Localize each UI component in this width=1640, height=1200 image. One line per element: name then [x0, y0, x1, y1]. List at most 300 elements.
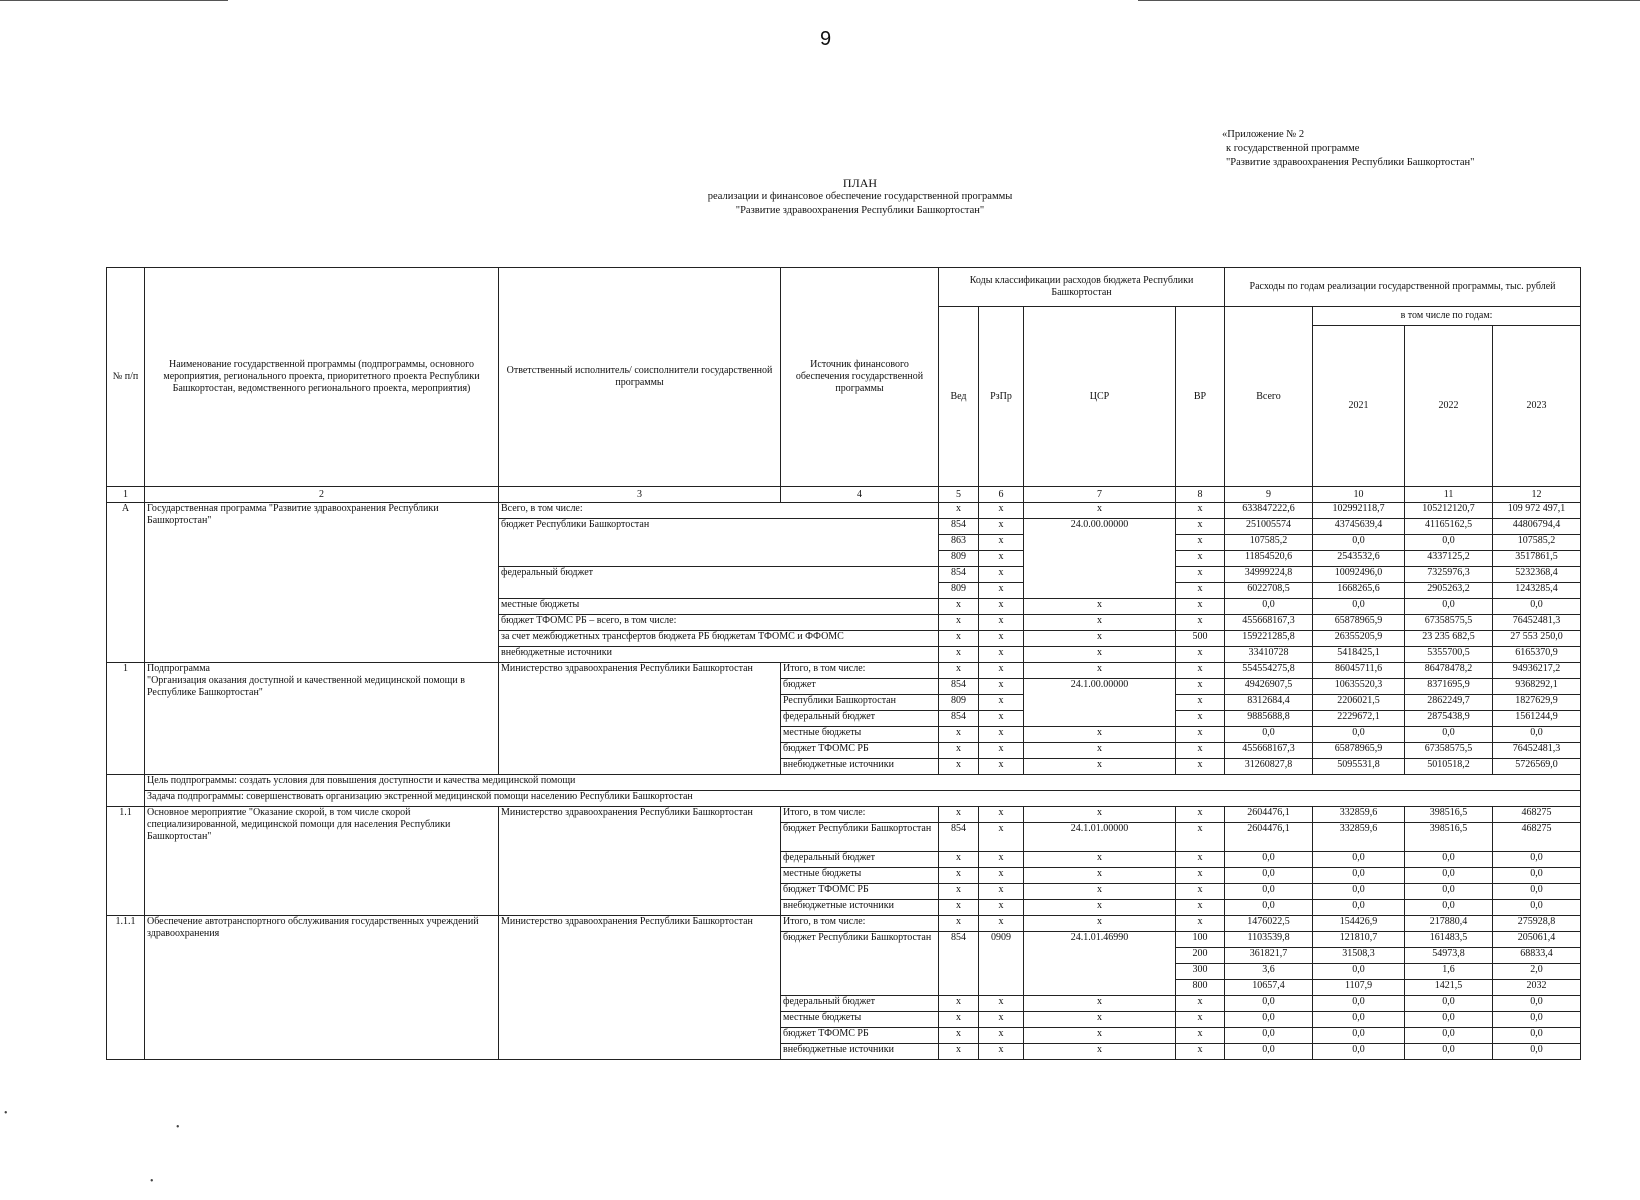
amount-2022: 1,6	[1405, 964, 1493, 980]
row-source: внебюджетные источники	[781, 900, 939, 916]
header-vr: ВР	[1176, 307, 1225, 487]
code-ved: х	[939, 615, 979, 631]
amount-2023: 27 553 250,0	[1493, 631, 1581, 647]
code-rzpr: х	[979, 1028, 1024, 1044]
row-source: местные бюджеты	[781, 1012, 939, 1028]
code-csr: х	[1024, 996, 1176, 1012]
code-rzpr: х	[979, 519, 1024, 535]
code-vr: х	[1176, 743, 1225, 759]
row-source: бюджет ТФОМС РБ – всего, в том числе:	[499, 615, 939, 631]
amount-total: 31260827,8	[1225, 759, 1313, 775]
row-num: А	[107, 503, 145, 663]
code-ved: х	[939, 884, 979, 900]
code-ved: х	[939, 759, 979, 775]
amount-2021: 86045711,6	[1313, 663, 1405, 679]
row-source: внебюджетные источники	[781, 759, 939, 775]
code-rzpr: х	[979, 807, 1024, 823]
row-source: федеральный бюджет	[499, 567, 939, 599]
code-csr: х	[1024, 743, 1176, 759]
code-ved: 809	[939, 551, 979, 567]
row-source: федеральный бюджет	[781, 852, 939, 868]
code-csr: 24.1.01.00000	[1024, 823, 1176, 852]
code-vr: х	[1176, 759, 1225, 775]
amount-2023: 9368292,1	[1493, 679, 1581, 695]
amount-2021: 1107,9	[1313, 980, 1405, 996]
code-csr: 24.0.00.00000	[1024, 519, 1176, 599]
code-vr: х	[1176, 567, 1225, 583]
code-rzpr: х	[979, 852, 1024, 868]
code-csr: х	[1024, 503, 1176, 519]
row-num: 1	[107, 663, 145, 775]
amount-total: 159221285,8	[1225, 631, 1313, 647]
column-number: 10	[1313, 487, 1405, 503]
code-ved: х	[939, 727, 979, 743]
code-ved: х	[939, 599, 979, 615]
goal-row	[107, 775, 1581, 791]
amount-2022: 0,0	[1405, 868, 1493, 884]
header-2022: 2022	[1405, 326, 1493, 487]
column-number: 6	[979, 487, 1024, 503]
appendix-note	[1222, 128, 1474, 170]
amount-2022: 0,0	[1405, 900, 1493, 916]
code-csr: х	[1024, 900, 1176, 916]
header-num: № п/п	[107, 268, 145, 487]
code-rzpr: х	[979, 631, 1024, 647]
code-ved: 854	[939, 679, 979, 695]
code-vr: х	[1176, 996, 1225, 1012]
code-vr: х	[1176, 916, 1225, 932]
code-csr: х	[1024, 663, 1176, 679]
code-rzpr: 0909	[979, 932, 1024, 996]
code-csr: х	[1024, 1028, 1176, 1044]
amount-2021: 43745639,4	[1313, 519, 1405, 535]
column-number: 12	[1493, 487, 1581, 503]
goal-row-text: Цель подпрограммы: создать условия для повышения доступности и качества медицинской помощи	[145, 775, 1581, 791]
row-source: бюджет Республики Башкортостан	[781, 932, 939, 996]
code-ved: 854	[939, 711, 979, 727]
amount-2021: 1668265,6	[1313, 583, 1405, 599]
code-vr: х	[1176, 599, 1225, 615]
amount-2021: 0,0	[1313, 868, 1405, 884]
row-name: Обеспечение автотранспортного обслуживания государственных учреждений здравоохранения	[145, 916, 499, 1060]
code-ved: х	[939, 503, 979, 519]
code-vr: х	[1176, 807, 1225, 823]
code-vr: х	[1176, 1044, 1225, 1060]
code-rzpr: х	[979, 695, 1024, 711]
amount-2022: 0,0	[1405, 1028, 1493, 1044]
code-ved: х	[939, 663, 979, 679]
row-source: Итого, в том числе:	[781, 663, 939, 679]
amount-2022: 7325976,3	[1405, 567, 1493, 583]
amount-2021: 65878965,9	[1313, 615, 1405, 631]
amount-2022: 67358575,5	[1405, 743, 1493, 759]
header-2023: 2023	[1493, 326, 1581, 487]
code-vr: х	[1176, 647, 1225, 663]
row-source: местные бюджеты	[499, 599, 939, 615]
column-number: 5	[939, 487, 979, 503]
column-number: 2	[145, 487, 499, 503]
amount-2022: 0,0	[1405, 996, 1493, 1012]
row-source: Итого, в том числе:	[781, 916, 939, 932]
amount-2022: 105212120,7	[1405, 503, 1493, 519]
amount-2022: 5010518,2	[1405, 759, 1493, 775]
code-csr: х	[1024, 807, 1176, 823]
code-rzpr: х	[979, 996, 1024, 1012]
amount-2022: 0,0	[1405, 535, 1493, 551]
amount-2021: 0,0	[1313, 1044, 1405, 1060]
amount-2023: 68833,4	[1493, 948, 1581, 964]
amount-2021: 121810,7	[1313, 932, 1405, 948]
row-source: Республики Башкортостан	[781, 695, 939, 711]
amount-2023: 205061,4	[1493, 932, 1581, 948]
code-vr: х	[1176, 519, 1225, 535]
code-rzpr: х	[979, 567, 1024, 583]
row-executor: Министерство здравоохранения Республики Башкортостан	[499, 916, 781, 1060]
amount-2023: 0,0	[1493, 1028, 1581, 1044]
row-num: 1.1	[107, 807, 145, 916]
code-csr: х	[1024, 916, 1176, 932]
amount-2022: 5355700,5	[1405, 647, 1493, 663]
row-num	[107, 775, 145, 791]
amount-total: 2604476,1	[1225, 823, 1313, 852]
amount-total: 0,0	[1225, 727, 1313, 743]
column-number: 4	[781, 487, 939, 503]
code-ved: х	[939, 1044, 979, 1060]
amount-2021: 154426,9	[1313, 916, 1405, 932]
table-row	[107, 807, 1581, 823]
amount-total: 10657,4	[1225, 980, 1313, 996]
amount-2021: 0,0	[1313, 996, 1405, 1012]
amount-2022: 23 235 682,5	[1405, 631, 1493, 647]
row-source: местные бюджеты	[781, 868, 939, 884]
page-number: 9	[820, 28, 832, 50]
amount-2021: 2543532,6	[1313, 551, 1405, 567]
subprogram-title: "Организация оказания доступной и качественной медицинской помощи в Республике Башкортостан"	[147, 675, 465, 698]
code-rzpr: х	[979, 679, 1024, 695]
table-row	[107, 663, 1581, 679]
code-rzpr: х	[979, 884, 1024, 900]
amount-2023: 0,0	[1493, 852, 1581, 868]
top-rule-left	[0, 0, 228, 1]
row-source: федеральный бюджет	[781, 996, 939, 1012]
amount-total: 11854520,6	[1225, 551, 1313, 567]
code-ved: х	[939, 900, 979, 916]
scan-dot: •	[176, 1122, 180, 1133]
amount-2021: 65878965,9	[1313, 743, 1405, 759]
code-vr: 300	[1176, 964, 1225, 980]
amount-2023: 0,0	[1493, 996, 1581, 1012]
code-csr: х	[1024, 1044, 1176, 1060]
code-rzpr: х	[979, 551, 1024, 567]
code-rzpr: х	[979, 1012, 1024, 1028]
code-vr: х	[1176, 503, 1225, 519]
row-name: Государственная программа "Развитие здравоохранения Республики Башкортостан"	[145, 503, 499, 663]
code-csr: х	[1024, 647, 1176, 663]
code-vr: х	[1176, 535, 1225, 551]
header-row-1	[107, 268, 1581, 307]
code-rzpr: х	[979, 711, 1024, 727]
row-name	[145, 663, 499, 775]
row-num: 1.1.1	[107, 916, 145, 1060]
row-source: местные бюджеты	[781, 727, 939, 743]
amount-total: 1103539,8	[1225, 932, 1313, 948]
amount-2021: 332859,6	[1313, 823, 1405, 852]
code-csr: х	[1024, 884, 1176, 900]
amount-2022: 4337125,2	[1405, 551, 1493, 567]
amount-2023: 3517861,5	[1493, 551, 1581, 567]
row-source: Всего, в том числе:	[499, 503, 939, 519]
task-row-text: Задача подпрограммы: совершенствовать организацию экстренной медицинской помощи населению Республики Башкортостан	[145, 791, 1581, 807]
code-rzpr: х	[979, 759, 1024, 775]
row-source: бюджет ТФОМС РБ	[781, 743, 939, 759]
amount-2021: 5418425,1	[1313, 647, 1405, 663]
amount-2022: 54973,8	[1405, 948, 1493, 964]
amount-2022: 0,0	[1405, 599, 1493, 615]
amount-2023: 6165370,9	[1493, 647, 1581, 663]
amount-2021: 2206021,5	[1313, 695, 1405, 711]
plan-table	[106, 267, 1581, 1060]
row-source: бюджет ТФОМС РБ	[781, 884, 939, 900]
amount-2023: 1827629,9	[1493, 695, 1581, 711]
row-source: бюджет Республики Башкортостан	[781, 823, 939, 852]
header-source: Источник финансового обеспечения государственной программы	[781, 268, 939, 487]
code-csr: 24.1.01.46990	[1024, 932, 1176, 996]
code-vr: 500	[1176, 631, 1225, 647]
amount-2022: 217880,4	[1405, 916, 1493, 932]
amount-2023: 0,0	[1493, 727, 1581, 743]
code-rzpr: х	[979, 535, 1024, 551]
code-csr: х	[1024, 727, 1176, 743]
code-ved: 854	[939, 519, 979, 535]
table-row	[107, 916, 1581, 932]
row-source: за счет межбюджетных трансфертов бюджета РБ бюджетам ТФОМС и ФФОМС	[499, 631, 939, 647]
amount-total: 8312684,4	[1225, 695, 1313, 711]
amount-2023: 468275	[1493, 807, 1581, 823]
header-codes: Коды классификации расходов бюджета Республики Башкортостан	[939, 268, 1225, 307]
amount-2022: 1421,5	[1405, 980, 1493, 996]
amount-2021: 102992118,7	[1313, 503, 1405, 519]
code-csr: 24.1.00.00000	[1024, 679, 1176, 727]
header-total: Всего	[1225, 307, 1313, 487]
amount-total: 0,0	[1225, 599, 1313, 615]
amount-2021: 10635520,3	[1313, 679, 1405, 695]
column-number: 9	[1225, 487, 1313, 503]
amount-total: 2604476,1	[1225, 807, 1313, 823]
row-executor: Министерство здравоохранения Республики Башкортостан	[499, 663, 781, 775]
amount-2023: 76452481,3	[1493, 743, 1581, 759]
appendix-line-3: "Развитие здравоохранения Республики Башкортостан"	[1226, 157, 1475, 168]
amount-total: 0,0	[1225, 900, 1313, 916]
amount-2022: 161483,5	[1405, 932, 1493, 948]
code-rzpr: х	[979, 900, 1024, 916]
amount-2022: 86478478,2	[1405, 663, 1493, 679]
code-vr: х	[1176, 663, 1225, 679]
code-csr: х	[1024, 1012, 1176, 1028]
amount-2023: 275928,8	[1493, 916, 1581, 932]
code-vr: х	[1176, 900, 1225, 916]
amount-total: 49426907,5	[1225, 679, 1313, 695]
amount-total: 633847222,6	[1225, 503, 1313, 519]
amount-2021: 0,0	[1313, 1012, 1405, 1028]
code-csr: х	[1024, 615, 1176, 631]
amount-2023: 1561244,9	[1493, 711, 1581, 727]
code-ved: х	[939, 647, 979, 663]
row-source: Итого, в том числе:	[781, 807, 939, 823]
amount-total: 34999224,8	[1225, 567, 1313, 583]
amount-2023: 0,0	[1493, 1012, 1581, 1028]
row-executor: Министерство здравоохранения Республики Башкортостан	[499, 807, 781, 916]
subprogram-label: Подпрограмма	[147, 663, 210, 674]
amount-2022: 0,0	[1405, 1012, 1493, 1028]
code-vr: х	[1176, 823, 1225, 852]
amount-2023: 468275	[1493, 823, 1581, 852]
amount-2022: 398516,5	[1405, 823, 1493, 852]
column-number: 8	[1176, 487, 1225, 503]
code-rzpr: х	[979, 916, 1024, 932]
header-rzpr: РзПр	[979, 307, 1024, 487]
row-source: бюджет	[781, 679, 939, 695]
amount-2022: 0,0	[1405, 852, 1493, 868]
code-csr: х	[1024, 631, 1176, 647]
amount-2022: 41165162,5	[1405, 519, 1493, 535]
code-ved: 854	[939, 932, 979, 996]
code-vr: х	[1176, 852, 1225, 868]
code-rzpr: х	[979, 823, 1024, 852]
document-title	[520, 176, 1200, 218]
code-rzpr: х	[979, 868, 1024, 884]
row-source: федеральный бюджет	[781, 711, 939, 727]
row-source: внебюджетные источники	[781, 1044, 939, 1060]
plan-table-body	[107, 268, 1581, 1060]
code-rzpr: х	[979, 663, 1024, 679]
code-rzpr: х	[979, 615, 1024, 631]
amount-2021: 0,0	[1313, 900, 1405, 916]
code-rzpr: х	[979, 727, 1024, 743]
code-vr: х	[1176, 615, 1225, 631]
amount-2023: 0,0	[1493, 1044, 1581, 1060]
code-csr: х	[1024, 852, 1176, 868]
code-vr: х	[1176, 551, 1225, 567]
code-ved: 854	[939, 823, 979, 852]
amount-2023: 76452481,3	[1493, 615, 1581, 631]
scan-dot: •	[4, 1108, 8, 1119]
code-rzpr: х	[979, 503, 1024, 519]
amount-total: 455668167,3	[1225, 743, 1313, 759]
amount-total: 0,0	[1225, 852, 1313, 868]
amount-total: 0,0	[1225, 1044, 1313, 1060]
amount-total: 251005574	[1225, 519, 1313, 535]
code-ved: 809	[939, 695, 979, 711]
amount-total: 3,6	[1225, 964, 1313, 980]
code-vr: х	[1176, 727, 1225, 743]
amount-2023: 5726569,0	[1493, 759, 1581, 775]
amount-2021: 26355205,9	[1313, 631, 1405, 647]
title-line-3: "Развитие здравоохранения Республики Башкортостан"	[735, 205, 985, 216]
code-vr: х	[1176, 583, 1225, 599]
appendix-line-2: к государственной программе	[1226, 143, 1360, 154]
code-csr: х	[1024, 868, 1176, 884]
code-vr: х	[1176, 711, 1225, 727]
amount-total: 107585,2	[1225, 535, 1313, 551]
row-source: бюджет Республики Башкортостан	[499, 519, 939, 567]
header-ved: Вед	[939, 307, 979, 487]
code-ved: 854	[939, 567, 979, 583]
table-row	[107, 503, 1581, 519]
title-plan: ПЛАН	[842, 176, 878, 190]
amount-2022: 2875438,9	[1405, 711, 1493, 727]
code-ved: х	[939, 916, 979, 932]
amount-2023: 0,0	[1493, 868, 1581, 884]
code-vr: х	[1176, 1012, 1225, 1028]
code-ved: х	[939, 1028, 979, 1044]
header-executor: Ответственный исполнитель/ соисполнители государственной программы	[499, 268, 781, 487]
task-row	[107, 791, 1581, 807]
code-rzpr: х	[979, 599, 1024, 615]
code-vr: х	[1176, 695, 1225, 711]
row-num	[107, 791, 145, 807]
amount-2023: 0,0	[1493, 599, 1581, 615]
amount-total: 0,0	[1225, 996, 1313, 1012]
code-ved: 863	[939, 535, 979, 551]
code-ved: х	[939, 1012, 979, 1028]
code-vr: х	[1176, 884, 1225, 900]
code-csr: х	[1024, 759, 1176, 775]
top-rule-right	[1138, 0, 1640, 1]
amount-total: 0,0	[1225, 868, 1313, 884]
amount-2022: 0,0	[1405, 1044, 1493, 1060]
amount-2022: 8371695,9	[1405, 679, 1493, 695]
header-csr: ЦСР	[1024, 307, 1176, 487]
amount-2021: 0,0	[1313, 884, 1405, 900]
amount-2022: 0,0	[1405, 884, 1493, 900]
column-number: 1	[107, 487, 145, 503]
code-vr: х	[1176, 1028, 1225, 1044]
amount-total: 6022708,5	[1225, 583, 1313, 599]
code-vr: 200	[1176, 948, 1225, 964]
amount-total: 33410728	[1225, 647, 1313, 663]
appendix-line-1: «Приложение № 2	[1222, 129, 1305, 140]
amount-total: 0,0	[1225, 1012, 1313, 1028]
header-expenses: Расходы по годам реализации государственной программы, тыс. рублей	[1225, 268, 1581, 307]
header-name: Наименование государственной программы (подпрограммы, основного мероприятия, регионального проекта, приоритетного проекта Республики Башкортостан, ведомственного регионального проекта, мероприятия)	[145, 268, 499, 487]
amount-total: 0,0	[1225, 1028, 1313, 1044]
amount-2023: 107585,2	[1493, 535, 1581, 551]
code-rzpr: х	[979, 1044, 1024, 1060]
amount-2021: 0,0	[1313, 1028, 1405, 1044]
code-ved: х	[939, 996, 979, 1012]
amount-2021: 0,0	[1313, 852, 1405, 868]
code-ved: х	[939, 631, 979, 647]
column-number: 3	[499, 487, 781, 503]
title-line-2: реализации и финансовое обеспечение государственной программы	[707, 191, 1013, 202]
code-vr: х	[1176, 679, 1225, 695]
amount-2023: 44806794,4	[1493, 519, 1581, 535]
code-vr: 100	[1176, 932, 1225, 948]
amount-2021: 0,0	[1313, 964, 1405, 980]
row-source: бюджет ТФОМС РБ	[781, 1028, 939, 1044]
amount-2022: 2905263,2	[1405, 583, 1493, 599]
amount-2023: 1243285,4	[1493, 583, 1581, 599]
amount-2022: 2862249,7	[1405, 695, 1493, 711]
header-incl-years: в том числе по годам:	[1313, 307, 1581, 326]
code-rzpr: х	[979, 647, 1024, 663]
amount-2023: 0,0	[1493, 900, 1581, 916]
amount-2023: 109 972 497,1	[1493, 503, 1581, 519]
amount-2023: 94936217,2	[1493, 663, 1581, 679]
code-ved: х	[939, 852, 979, 868]
header-2021: 2021	[1313, 326, 1405, 487]
amount-total: 0,0	[1225, 884, 1313, 900]
